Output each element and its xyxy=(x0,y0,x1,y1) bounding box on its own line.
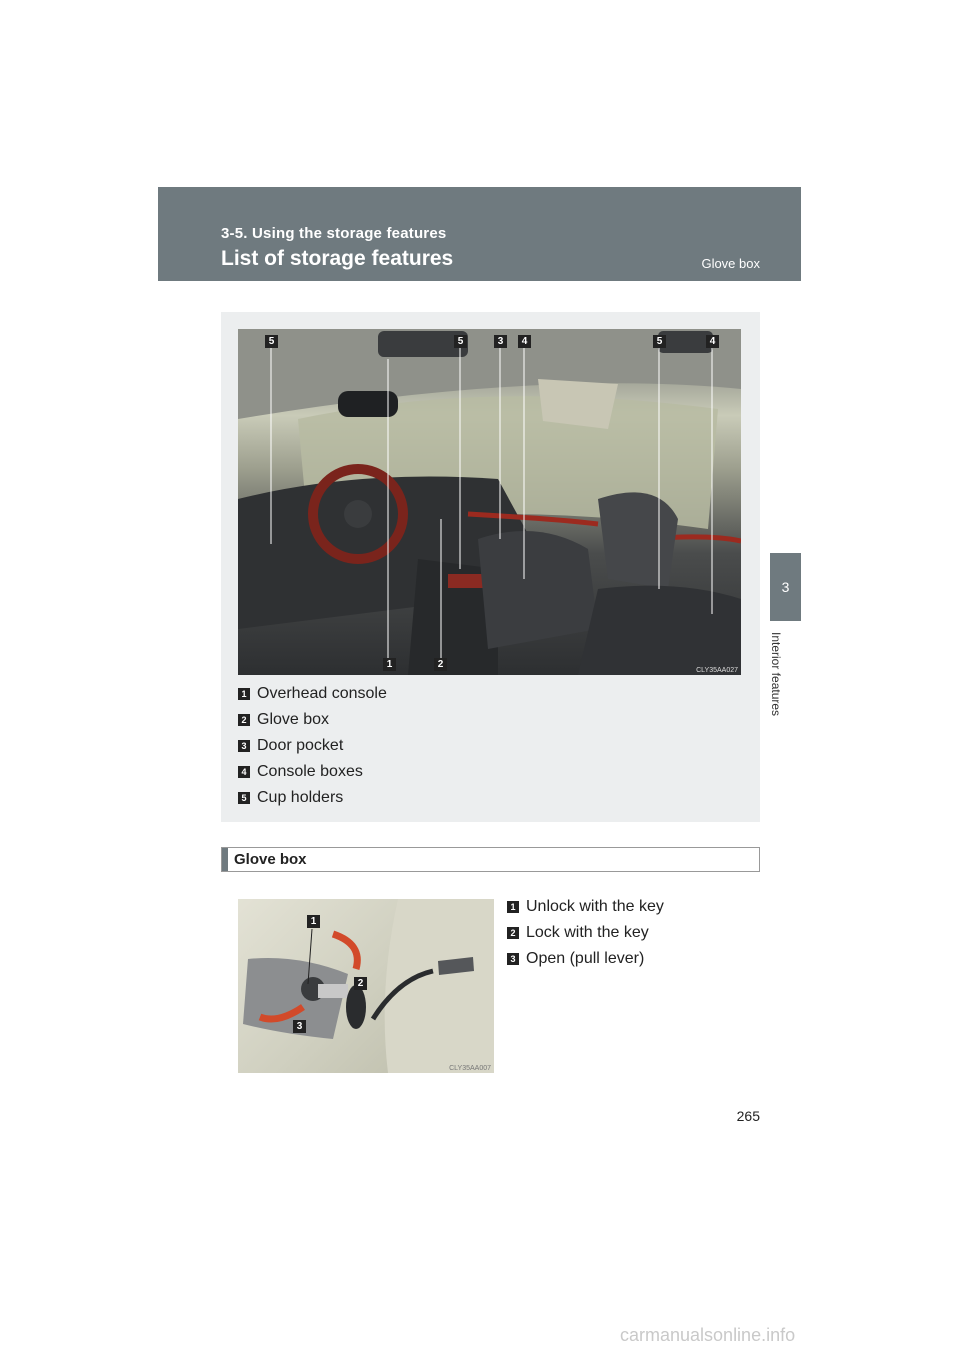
callout-5: 5 xyxy=(653,335,666,348)
list-item xyxy=(238,785,387,811)
callout-1: 1 xyxy=(383,658,396,671)
glove-box-photo xyxy=(238,899,494,1073)
list-item-label: Overhead console xyxy=(257,685,387,702)
callout-2: 2 xyxy=(354,977,367,990)
callout-4: 4 xyxy=(518,335,531,348)
list-item xyxy=(507,894,664,920)
header-topic: Glove box xyxy=(701,256,760,271)
list-item-label: Cup holders xyxy=(257,789,344,806)
glove-box-heading xyxy=(221,847,760,872)
list-item xyxy=(238,707,387,733)
interior-illustration xyxy=(238,329,741,675)
figure-code: CLY35AA027 xyxy=(696,667,738,674)
chapter-title: Interior features xyxy=(769,632,783,717)
storage-overview-panel xyxy=(221,312,760,822)
list-item-label: Door pocket xyxy=(257,737,344,754)
glove-box-heading-text: Glove box xyxy=(234,851,307,868)
callout-3: 3 xyxy=(293,1020,306,1033)
page-number: 265 xyxy=(736,1108,760,1124)
list-item-label: Open (pull lever) xyxy=(526,950,645,967)
list-item xyxy=(238,759,387,785)
list-item xyxy=(238,681,387,707)
callout-5: 5 xyxy=(454,335,467,348)
list-item xyxy=(507,920,664,946)
chapter-tab[interactable]: 3 xyxy=(770,553,801,621)
callout-5: 5 xyxy=(265,335,278,348)
callout-1: 1 xyxy=(307,915,320,928)
list-item-label: Unlock with the key xyxy=(526,898,664,915)
page-title: List of storage features xyxy=(221,247,454,270)
list-item-label: Glove box xyxy=(257,711,330,728)
list-item xyxy=(507,946,664,972)
storage-list xyxy=(238,681,387,811)
number-badge: 5 xyxy=(238,792,250,804)
list-item xyxy=(238,733,387,759)
number-badge: 3 xyxy=(507,953,519,965)
heading-accent xyxy=(222,848,228,871)
interior-photo xyxy=(238,329,741,675)
callout-4: 4 xyxy=(706,335,719,348)
number-badge: 2 xyxy=(507,927,519,939)
list-item-label: Console boxes xyxy=(257,763,363,780)
page-header xyxy=(158,187,801,281)
number-badge: 1 xyxy=(238,688,250,700)
list-item-label: Lock with the key xyxy=(526,924,649,941)
number-badge: 1 xyxy=(507,901,519,913)
glove-box-steps xyxy=(507,894,664,972)
number-badge: 3 xyxy=(238,740,250,752)
number-badge: 4 xyxy=(238,766,250,778)
watermark-footer[interactable]: carmanualsonline.info xyxy=(620,1325,796,1345)
section-label: 3-5. Using the storage features xyxy=(221,225,447,242)
figure-code: CLY35AA007 xyxy=(449,1065,491,1072)
callout-3: 3 xyxy=(494,335,507,348)
number-badge: 2 xyxy=(238,714,250,726)
callout-2: 2 xyxy=(434,658,447,671)
